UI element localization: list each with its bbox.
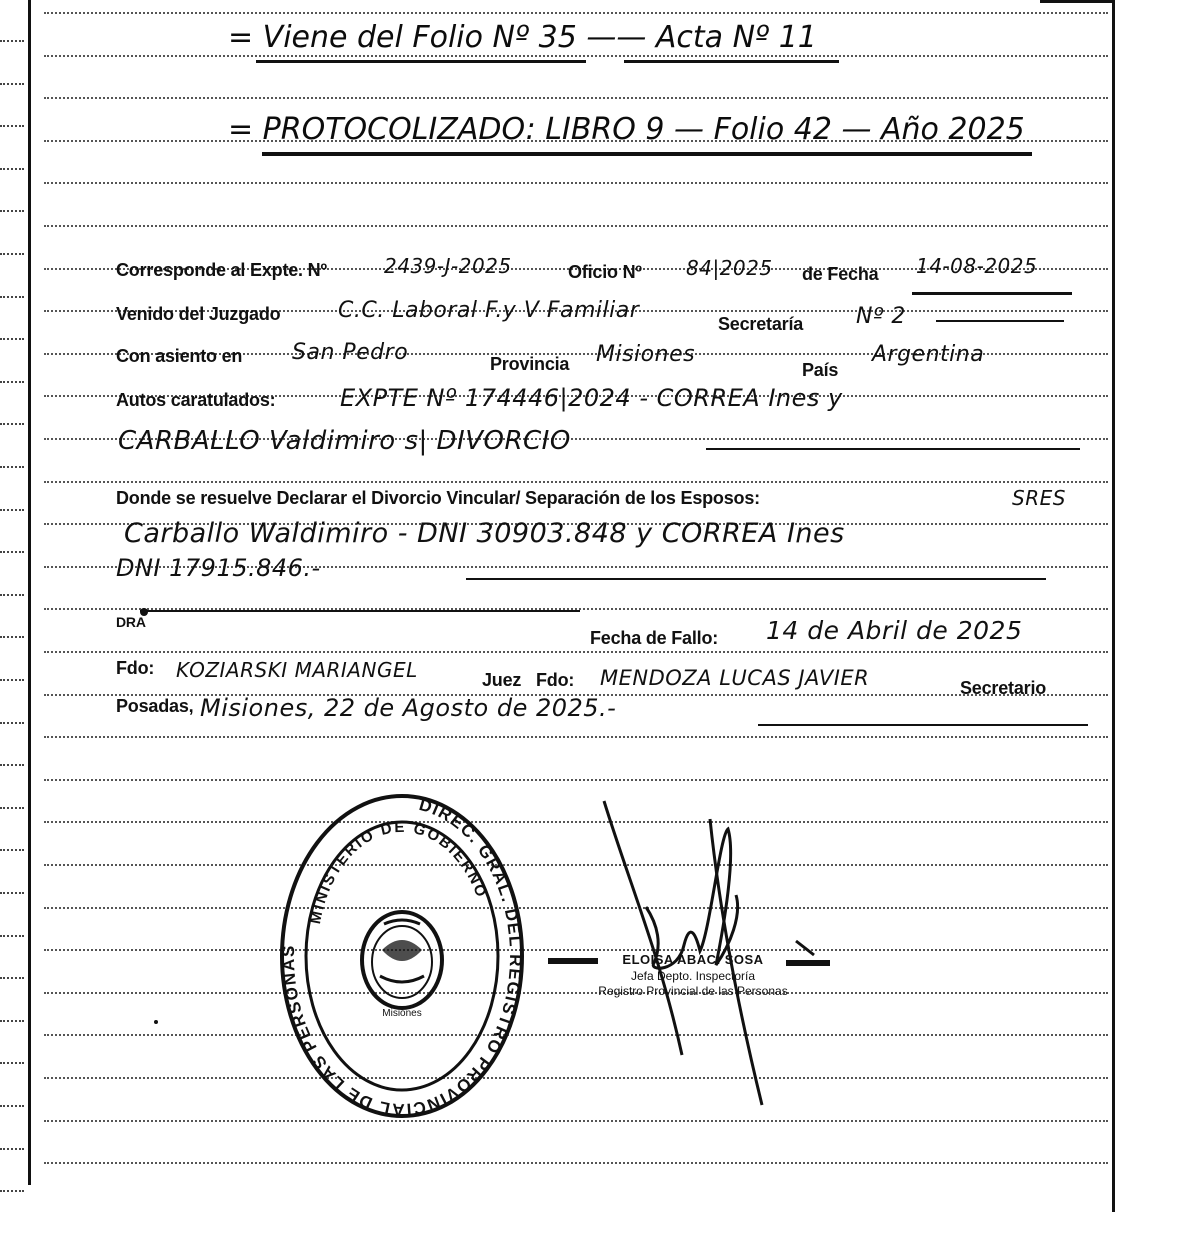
posadas-value: Misiones, 22 de Agosto de 2025.- [200, 694, 617, 722]
autos-row-2 [116, 428, 1076, 458]
secretaria-dash [936, 320, 1064, 322]
ruled-line [44, 97, 1108, 99]
esposos-row-2 [116, 554, 1076, 588]
margin-line-stub [0, 849, 24, 851]
stamp-center-text: Misiones [382, 1008, 422, 1019]
margin-line-stub [0, 1020, 24, 1022]
margin-line-stub [0, 935, 24, 937]
fecha-fallo-label: Fecha de Fallo: [590, 628, 719, 648]
margin-line-stub [0, 807, 24, 809]
ruled-line [44, 1162, 1108, 1164]
fecha-underline [912, 292, 1072, 295]
donde-label: Donde se resuelve Declarar el Divorcio Vincular/ Separación de los Esposos: [116, 488, 760, 508]
esposos-dash [466, 578, 1046, 580]
folio-heading: = Viene del Folio Nº 35 —— Acta Nº 11 [228, 20, 817, 55]
margin-line-stub [0, 338, 24, 340]
signer-name: ELOISA ABACI SOSA [622, 952, 764, 967]
fdo2-label: Fdo: [536, 670, 575, 690]
juzgado-row [116, 298, 1076, 334]
margin-line-stub [0, 551, 24, 553]
margin-line-stub [0, 1105, 24, 1107]
blank-line-dash [140, 610, 580, 612]
protocol-underline [262, 152, 1032, 156]
margin-line-stub [0, 764, 24, 766]
margin-line-stub [0, 1190, 24, 1192]
expediente-row [116, 254, 1076, 284]
dra-mark: DRA [116, 614, 146, 630]
margin-line-stub [0, 892, 24, 894]
ruled-line [44, 736, 1108, 738]
margin-line-stub [0, 296, 24, 298]
pais-value: Argentina [872, 342, 985, 367]
oficio-value: 84|2025 [686, 256, 773, 280]
fallo-row [116, 614, 1076, 650]
margin-line-stub [0, 168, 24, 170]
donde-row [116, 482, 1076, 512]
secretario-label: Secretario [960, 678, 1047, 698]
secretaria-value: Nº 2 [856, 304, 906, 329]
protocol-heading: = PROTOCOLIZADO: LIBRO 9 — Folio 42 — Año 2025 [228, 112, 1025, 147]
autos-value-1: EXPTE Nº 174446|2024 - CORREA Ines y [340, 384, 843, 412]
secretaria-label: Secretaría [718, 314, 804, 334]
left-border-line [28, 0, 31, 1185]
margin-line-stub [0, 381, 24, 383]
ruled-line [44, 1120, 1108, 1122]
signer-role: Jefa Depto. Inspectoría [630, 969, 756, 983]
provincia-label: Provincia [490, 354, 570, 374]
fdo-label: Fdo: [116, 658, 155, 678]
asiento-label: Con asiento en [116, 346, 243, 366]
esposos-row-1 [116, 520, 1076, 550]
asiento-row [116, 340, 1076, 380]
fecha-label: de Fecha [802, 264, 879, 284]
margin-line-stub [0, 679, 24, 681]
stamp-outer-text: DIREC. GRAL. DEL REGISTRO PROVINCIAL DE LAS PERSONAS [278, 794, 526, 1120]
autos-row [116, 384, 1076, 418]
left-margin [0, 0, 26, 1190]
fecha-value: 14-08-2025 [916, 254, 1038, 278]
esposos-value-2: DNI 17915.846.- [116, 554, 321, 582]
ruled-line [44, 12, 1108, 14]
right-border-line [1112, 0, 1115, 1212]
margin-line-stub [0, 722, 24, 724]
fdo-juez-value: KOZIARSKI MARIANGEL [176, 658, 418, 682]
margin-line-stub [0, 636, 24, 638]
signature-block [548, 952, 838, 998]
margin-line-stub [0, 509, 24, 511]
posadas-dash [758, 724, 1088, 726]
posadas-label: Posadas, [116, 696, 194, 716]
margin-line-stub [0, 423, 24, 425]
margin-line-stub [0, 466, 24, 468]
margin-line-stub [0, 977, 24, 979]
margin-line-stub [0, 210, 24, 212]
official-seal-stamp [276, 790, 528, 1120]
margin-line-stub [0, 40, 24, 42]
stray-mark [154, 1020, 158, 1024]
ruled-line [44, 651, 1108, 653]
expte-value: 2439-J-2025 [384, 254, 512, 278]
venido-value: C.C. Laboral F.y V Familiar [338, 298, 640, 323]
margin-line-stub [0, 1062, 24, 1064]
folio-underline [256, 60, 586, 63]
firmas-row [116, 658, 1086, 698]
fdo-secretario-value: MENDOZA LUCAS JAVIER [600, 666, 870, 690]
margin-line-stub [0, 125, 24, 127]
autos-label: Autos caratulados: [116, 390, 276, 410]
ruled-line [44, 182, 1108, 184]
oficio-label: Oficio Nº [568, 262, 642, 282]
margin-line-stub [0, 253, 24, 255]
stamp-inner-text: MINISTERIO DE GOBIERNO [307, 818, 491, 926]
venido-label: Venido del Juzgado [116, 304, 281, 324]
posadas-row [116, 696, 1076, 726]
provincia-value: Misiones [596, 342, 696, 367]
esposos-prefix: SRES [1012, 486, 1066, 510]
esposos-value-1: Carballo Waldimiro - DNI 30903.848 y CORREA Ines [124, 518, 845, 549]
autos-value-2: CARBALLO Valdimiro s| DIVORCIO [118, 426, 571, 456]
juez-label: Juez [482, 670, 522, 690]
ruled-line [44, 779, 1108, 781]
fecha-fallo-value: 14 de Abril de 2025 [766, 616, 1023, 645]
margin-line-stub [0, 594, 24, 596]
ruled-line [44, 225, 1108, 227]
expte-label: Corresponde al Expte. Nº [116, 260, 327, 280]
margin-line-stub [0, 83, 24, 85]
pais-label: País [802, 360, 839, 380]
signer-org: Registro Provincial de las Personas [598, 984, 788, 998]
provincial-coat-of-arms-icon [362, 912, 442, 1008]
asiento-value: San Pedro [292, 340, 409, 365]
margin-line-stub [0, 1148, 24, 1150]
autos-dash [706, 448, 1080, 450]
acta-underline [624, 60, 839, 63]
